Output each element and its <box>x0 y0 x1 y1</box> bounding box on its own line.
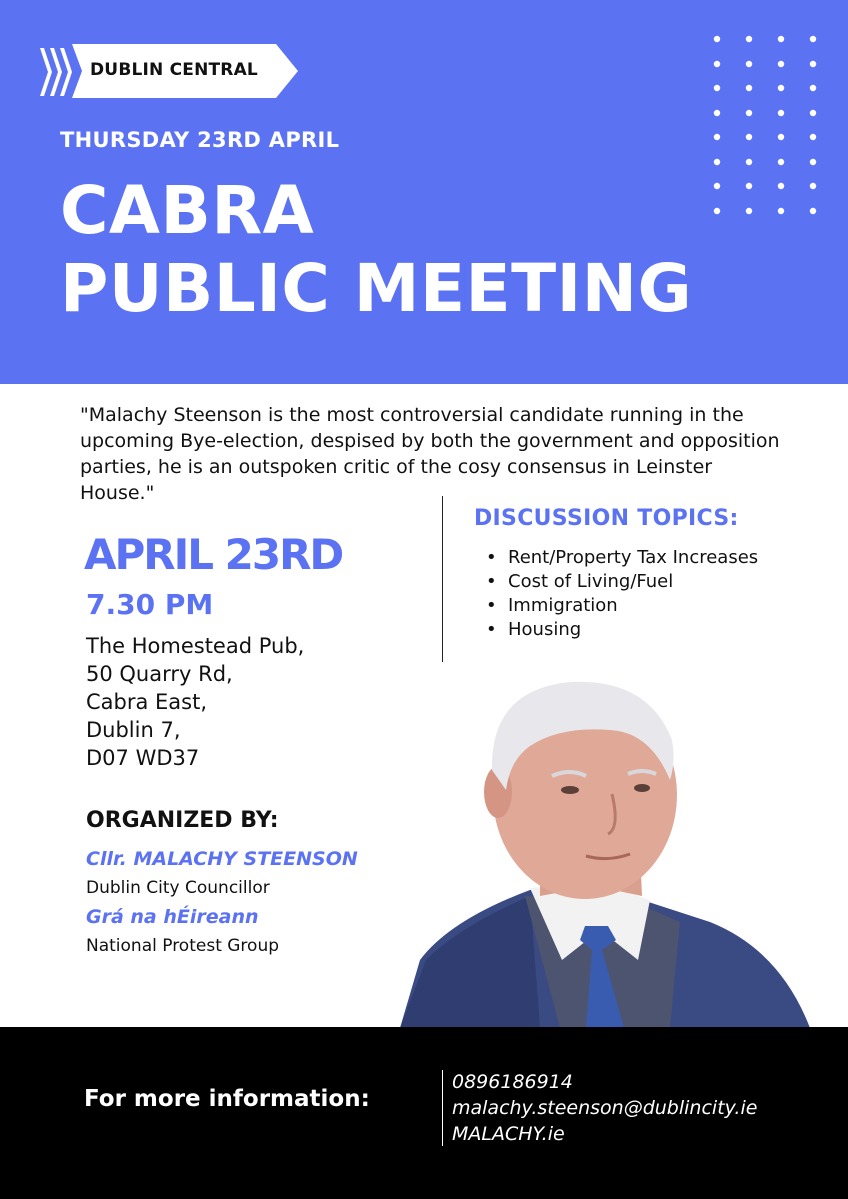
contact-divider <box>442 1070 443 1146</box>
address-line: 50 Quarry Rd, <box>86 662 233 686</box>
list-item <box>486 546 758 570</box>
title-line-1: CABRA <box>60 172 315 249</box>
topic-label: Rent/Property Tax Increases <box>508 547 759 568</box>
organizer-name: Grá na hÉireann <box>86 906 259 928</box>
topics-heading: DISCUSSION TOPICS: <box>474 506 739 531</box>
organizer-name: Cllr. MALACHY STEENSON <box>86 848 358 870</box>
organizers-heading: ORGANIZED BY: <box>86 808 279 833</box>
list-item <box>486 594 758 618</box>
dot-grid-decoration <box>708 30 824 220</box>
phone-number[interactable]: 0896186914 <box>452 1071 573 1093</box>
topic-label: Cost of Living/Fuel <box>508 571 674 592</box>
contact-block <box>452 1069 757 1147</box>
page-title <box>60 172 692 328</box>
address-line: Cabra East, <box>86 690 208 714</box>
event-date: APRIL 23RD <box>84 530 343 579</box>
bullet-icon: • <box>486 547 497 568</box>
list-item <box>486 570 758 594</box>
address-line: The Homestead Pub, <box>86 634 305 658</box>
topics-list <box>486 546 758 642</box>
address-line: D07 WD37 <box>86 746 200 770</box>
topic-label: Housing <box>508 619 582 640</box>
bullet-icon: • <box>486 595 497 616</box>
area-tag-label: DUBLIN CENTRAL <box>90 60 258 80</box>
title-line-2: PUBLIC MEETING <box>60 250 693 327</box>
candidate-portrait <box>380 660 830 1028</box>
list-item <box>486 618 758 642</box>
more-info-label: For more information: <box>84 1086 370 1112</box>
topic-label: Immigration <box>508 595 618 616</box>
column-divider <box>442 496 443 662</box>
area-tag <box>72 44 298 98</box>
candidate-quote: "Malachy Steenson is the most controversial candidate running in the upcoming Bye-election, despised by both the government and opposition parties, he is an outspoken critic of the cosy consensus in Leinster House." <box>80 404 780 504</box>
address-line: Dublin 7, <box>86 718 181 742</box>
meeting-day: THURSDAY 23RD APRIL <box>60 128 340 152</box>
website-link[interactable]: MALACHY.ie <box>452 1123 565 1145</box>
organizer-role: Dublin City Councillor <box>86 878 270 898</box>
bullet-icon: • <box>486 571 497 592</box>
event-time: 7.30 PM <box>86 588 214 621</box>
organizer-role: National Protest Group <box>86 936 280 956</box>
header-banner <box>0 0 848 384</box>
chevrons-icon <box>40 44 76 100</box>
bullet-icon: • <box>486 619 497 640</box>
email-link[interactable]: malachy.steenson@dublincity.ie <box>452 1097 758 1119</box>
venue-address <box>86 632 304 772</box>
